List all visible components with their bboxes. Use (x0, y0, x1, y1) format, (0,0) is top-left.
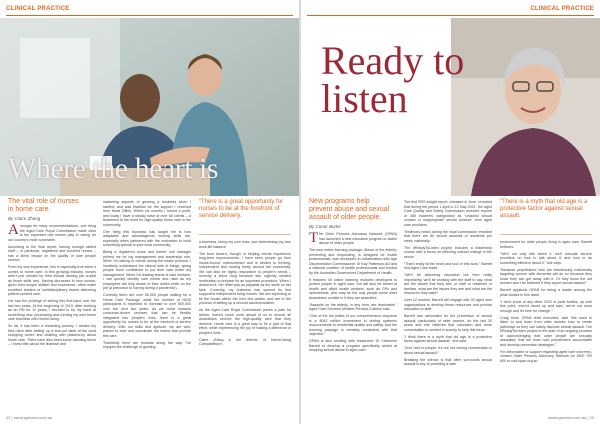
page-footer: nursingreview.com.au | 23 (547, 415, 594, 420)
paragraph: Currently there are over 55,000 people waiting for a Home Care Package, while the number of NDIS participants is expected to increase to over 500,000 over the next two years. As we move towards consumer-driven services that can be flexibly integrated into people's lives, there is a great opportunity for nurses to be at the forefront of service delivery. With our skills and aptitude, we are well-placed to lead and coordinate the teams that provide this care. (103, 293, 191, 338)
pull-quote-divider (500, 234, 592, 235)
paragraph: I've had the privilege of seeing this first-hand over the last two years. At the beginning of 2019, after working as an RN for 12 years, I decided to try my hand at something new: purchasing and running my own home care business with HomeCaring. (8, 299, 96, 321)
paragraph: Barrett has advocated for the prevention of sexual assault, particularly of older women, for the last 20 years and she believes that education and more conversation is needed in society to help this issue. (404, 314, 492, 332)
paragraph: So far, it has been a rewarding journey. I landed my first client after setting up a kick-out table at the local shopping centre and chatting with passers-by about home care. There have also been some daunting times – I knew little about the financial and (8, 324, 96, 346)
paragraph: “One of the the pillars of our comprehensive response is a $942 million investment in driving systemic improvements to residential quality and safety, and the learning package is certainly consistent with that objective.” (309, 314, 397, 336)
pull-quote-text: There is a great opportunity for nurses to be at the forefront of service delivery. (199, 199, 284, 220)
article-headline (321, 38, 465, 121)
drop-cap: A (8, 224, 19, 238)
older-woman-portrait-photo (451, 18, 600, 196)
paragraph: a business, being my own boss, and determining my own work-life balance. (199, 240, 291, 249)
paragraph: As the Aged Care Royal Commission paves a path for reform, there's much work ahead of us to ensure all Australians receive the high-quality care that they deserve. Home care is a great way to be a part of that effort, while experiencing the joy of making a difference in people's lives. (199, 308, 291, 335)
paragraph: It features 40 online learning modules developed to protect people in aged care, but will also be aimed at health and allied health workers, such as GPs and optometrists, who may be the only people some older Australians confide in if they are assaulted. (309, 277, 397, 300)
drop-cap: T (309, 232, 319, 246)
paragraph-text: mongst its many recommendations, one thing the Aged Care Royal Commission made clear is the important role nurses play in caring for our country's most vulnerable. (8, 224, 96, 242)
headline-line: listen (321, 76, 408, 121)
paragraph: The first SRS insight report, released in June, revealed that during the period 1 April to 12 May 2021, the Aged Care Quality and Safety Commission received reports of 389 incidents categorised as “unlawful sexual contact or inappropriate sexual conduct” from aged care providers. (404, 200, 492, 227)
article-column-2 (103, 200, 191, 410)
paragraph: marketing aspects of growing a business when I started, and was thankful for the support I received from Head Office. Within six months I turned a profit, and today I have a steady base of over 60 clients – a testament to the need for high-quality home care in the community. (103, 200, 191, 227)
pull-quote (500, 199, 592, 221)
paragraph: Testimony heard during the royal commission revealed that there are 50 sexual assaults of residents per week, nationally. (404, 229, 492, 243)
pull-quote-text: There is a myth that old age is a protective factor against sexual assault. (500, 199, 588, 220)
paragraph: “And I see to people, it's not, but having conversation is about sexual assault.” (404, 346, 492, 355)
support-info: For information or support regarding aged care concerns, contact Older Persons Advocacy Network on 1800 700 600 or visit opan.org.au (500, 349, 592, 363)
section-rule (307, 15, 594, 16)
standfirst (8, 198, 79, 214)
article-column-1 (8, 224, 96, 410)
paragraph: Breaking the silence is that often surrounds sexual assault is key to providing a safe (404, 357, 492, 366)
article-headline: Where the heart is (8, 152, 219, 185)
paragraph: From my own experience, this is especially true when it comes to home care. In this growing industry, nurses aren't just needed for their clinical training (as crucial as those skills are). Having discussed in how nurses, given their unique skillset and experience, often make excellent leaders of multidisciplinary teams delivering patient-centred care. (8, 265, 96, 296)
paragraph: “I think there is a myth that old age is a protective factor against sexual assault,” she said. (404, 334, 492, 343)
article-column-1 (309, 232, 397, 410)
paragraph: The new online learning package, Abuse of the elderly: preventing and responding, is designed for health professionals, was developed in collaboration with Age Discrimination Commissioner Dr Kay Patterson AO and a national coalition of health professionals and funded by the Australian Government Department of Health. (309, 248, 397, 275)
paragraph: OPAN is also working with researcher Dr Catherine Barrett to develop a program specifically aimed at stopping sexual abuse in aged care. (309, 339, 397, 352)
paragraph: “We'll not only talk about it, we'll educate service providers on how to talk about it, and how to do something effective about it,” she says. (500, 251, 592, 265)
paragraph: Over 12 months, Barrett will engage with 30 aged care organisations to develop these resources and provide education to staff. (404, 298, 492, 311)
paragraph (309, 232, 397, 246)
pull-quote-divider (199, 234, 291, 235)
paragraph: The #ReadyToListen project includes a leadership course with a focus on effecting cultural change in the sector. (404, 245, 492, 259)
standfirst (309, 198, 389, 222)
pull-quote (199, 199, 291, 221)
paragraph: Craig Gear, OPAN chief executive, said “We need to listen to and learn from older women how to create pathways so they can safely disclose sexual assault. The #ReadyToListen project is the start of an ongoing process of acknowledging that older people are sexually assaulted, that we must hold perpetrators accountable and develop prevention strategies.” (500, 315, 592, 347)
paragraph: environment for older people living in aged care, Barrett believes. (500, 240, 592, 249)
left-page (0, 0, 299, 424)
quote-stars-icon: “ (500, 199, 502, 205)
article-column-3 (199, 240, 291, 410)
standfirst-line: assault of older people. (309, 214, 382, 221)
paragraph: The best reward, though, is helping clients experience long-term improvements. I have seen people go from house-bound, malnourished and in decline to thriving, independent and moving freely around the community. We can also be highly responsive to people's needs – recently a client rang because she urgently needed medication to prepare for an important procedure. When I delivered it, her relief was as palpable as the smile on her face. Currently, my business has opened its first supported independent living homes. We are expecting to fill the house within the next few weeks, and are in the process of setting up a second accommodation. (199, 251, 291, 305)
standfirst-line: New programs help (309, 198, 370, 205)
author-bio: Claire Zhang is the director of HomeCaring Campbelltown. (199, 337, 291, 346)
paragraph: Being a registered nurse and former unit manager primed me for my management and leadership role. When I'm talking to clients during the intake process, I intuitively understand the clinical side of things, giving people more confidence to put their care under my management. When I'm leading teams of care workers, I can quickly identify care needs and risks as my employees are fully aware of their duties while on the job (a precursor to having during a pandemic!). (103, 250, 191, 290)
page-footer: 22 | nursingreview.com.au (6, 415, 53, 420)
paragraph: “We'll be delivering education but then really importantly, we'll be working with the staff to say, what are the issues that they see, or staff or residents or families, what are the issues they see and what are the resources they want? (404, 273, 492, 295)
quote-stars-icon: “ (199, 199, 201, 205)
headline-line: Ready to (321, 38, 465, 83)
paragraph-text: he Older Persons Advocacy Network (OPAN) has launched a new education program to tackle abuse of older people. (319, 232, 397, 245)
paragraph: “Assaults on the elderly, in any form, are deplorable,” Aged Care Services Minister Richard Colbeck said. (309, 302, 397, 311)
paragraph: Barrett applauds OPAN for being a leader among the peak bodies in this issue. (500, 288, 592, 297)
section-label: CLINICAL PRACTICE (530, 6, 594, 12)
standfirst-line: in home care. (8, 206, 51, 213)
byline: By Conor Burke (309, 224, 341, 229)
article-column-3 (500, 240, 592, 410)
section-label: CLINICAL PRACTICE (6, 6, 70, 12)
right-page (301, 0, 600, 424)
article-column-2 (404, 200, 492, 410)
paragraph: One thing this business has taught me is how adaptable and advantageous nursing skills are, especially when partnered with the motivation to build something special in your local community. (103, 229, 191, 247)
paragraph: “Because perpetrators who are intentionally maliciously targeting women with dementia will do so because they know they can get away with it. Or they know the old women won't be believed if they report sexual assault.” (500, 267, 592, 285)
paragraph: According to the final report, having enough skilled staff – in particular, registered and enrolled nurses – has a direct impact on the quality of care people receive. (8, 244, 96, 262)
standfirst-line: prevent abuse and sexual (309, 206, 390, 213)
paragraph: “I don't know of any other CEO of peak bodies, up until this point, who've stood up and said, 'we've not done enough and it's time for change',” (500, 299, 592, 313)
paragraph: “That's really at the heart and soul of this work,” Barrett told Aged Care Insite. (404, 261, 492, 270)
paragraph (8, 224, 96, 242)
section-rule (6, 15, 293, 16)
standfirst-line: The vital role of nurses (8, 198, 79, 205)
byline: By Claire Zhang (8, 216, 41, 221)
paragraph: Thankfully there are rewards along the way. I've enjoyed the challenge of growing (103, 340, 191, 349)
